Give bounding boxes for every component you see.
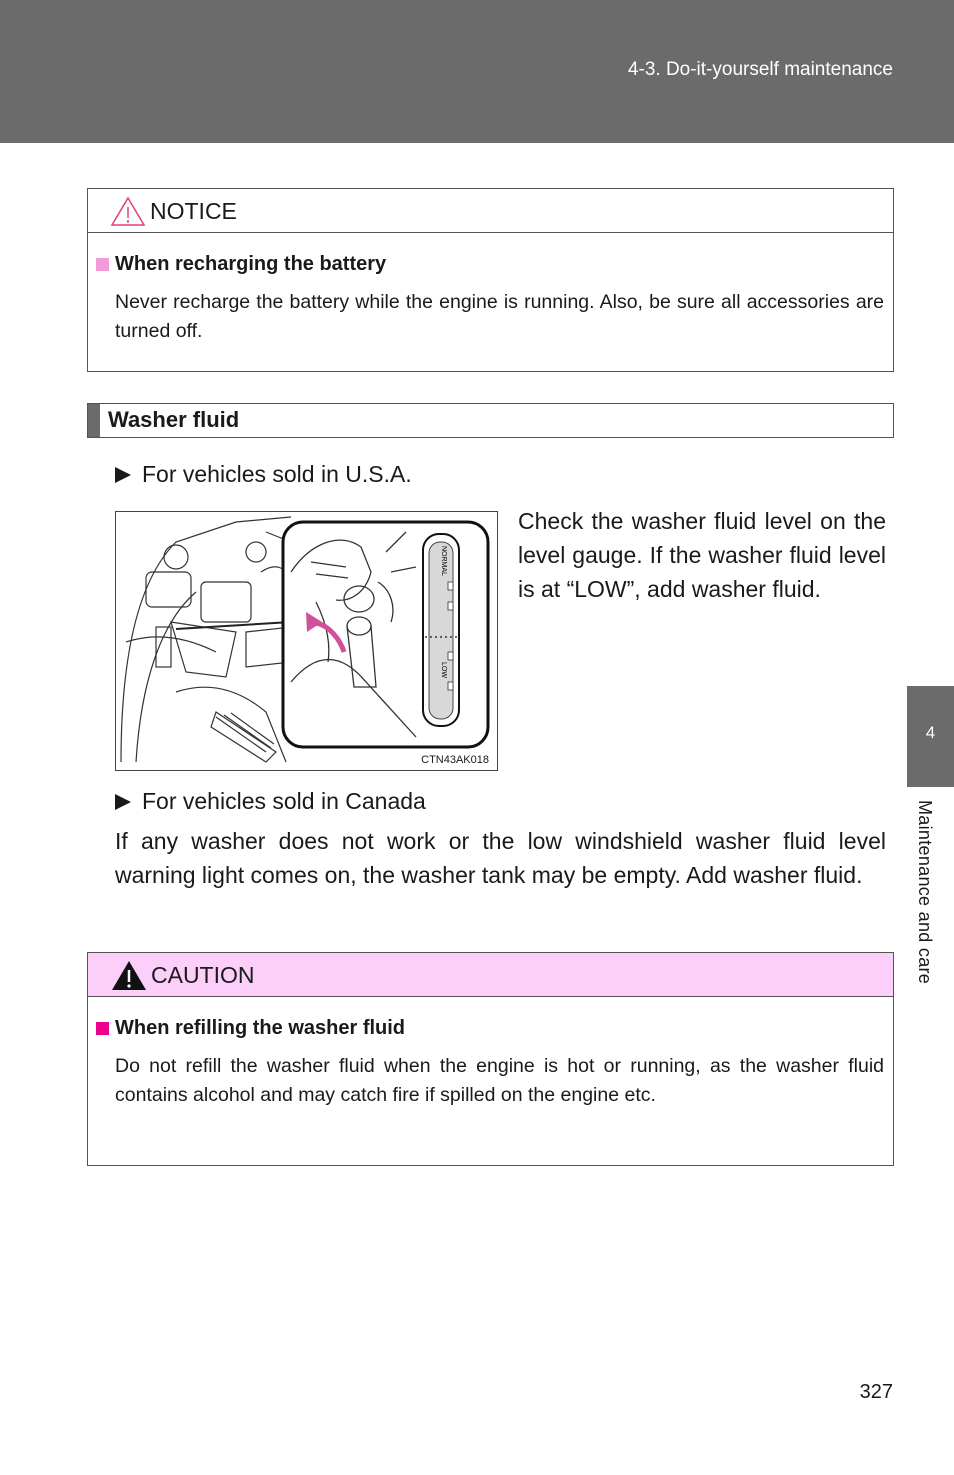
canada-instructions: If any washer does not work or the low windshield washer fluid level warning light comes on, the washer tank may be empty. Add washer fluid.	[115, 828, 886, 888]
notice-subheading-text: When recharging the battery	[115, 253, 387, 275]
section-bar	[88, 404, 100, 437]
notice-body: Never recharge the battery while the engine is running. Also, be sure all accessories are turned off.	[115, 291, 884, 342]
caution-body: Do not refill the washer fluid when the engine is hot or running, as the washer fluid contains alcohol and may catch fire if spilled on the engine etc.	[115, 1055, 884, 1106]
page-header	[0, 0, 954, 143]
washer-fluid-illustration	[115, 511, 498, 771]
triangle-bullet-icon	[115, 467, 131, 483]
usa-instructions: Check the washer fluid level on the level gauge. If the washer fluid level is at “LOW”, add washer fluid.	[518, 508, 886, 602]
notice-label: NOTICE	[150, 198, 237, 224]
page-number: 327	[859, 1381, 893, 1403]
usa-label	[115, 461, 412, 488]
caution-label: CAUTION	[151, 962, 255, 988]
chapter-number: 4	[925, 723, 936, 742]
section-heading-text: Washer fluid	[108, 407, 240, 432]
caution-box	[87, 952, 894, 1166]
gauge-normal-label: NORMAL	[440, 546, 447, 576]
notice-subheading	[96, 253, 386, 276]
square-marker-icon	[96, 258, 109, 271]
warning-filled-icon	[110, 959, 148, 991]
gauge-low-label: LOW	[440, 662, 447, 678]
triangle-bullet-icon	[115, 794, 131, 810]
caution-subheading	[96, 1017, 405, 1040]
notice-header	[88, 189, 893, 233]
canada-label-text: For vehicles sold in Canada	[142, 788, 426, 814]
chapter-label: Maintenance and care	[915, 800, 935, 985]
caution-header	[88, 953, 893, 997]
canada-label	[115, 788, 426, 815]
square-marker-icon	[96, 1022, 109, 1035]
warning-outline-icon	[110, 195, 146, 227]
section-heading	[87, 403, 894, 438]
figure-code: CTN43AK018	[421, 754, 489, 766]
section-title: 4-3. Do-it-yourself maintenance	[627, 59, 893, 80]
engine-bay-drawing	[116, 512, 497, 770]
chapter-tab	[907, 686, 954, 787]
caution-subheading-text: When refilling the washer fluid	[115, 1017, 406, 1039]
notice-box	[87, 188, 894, 372]
usa-label-text: For vehicles sold in U.S.A.	[142, 461, 412, 487]
